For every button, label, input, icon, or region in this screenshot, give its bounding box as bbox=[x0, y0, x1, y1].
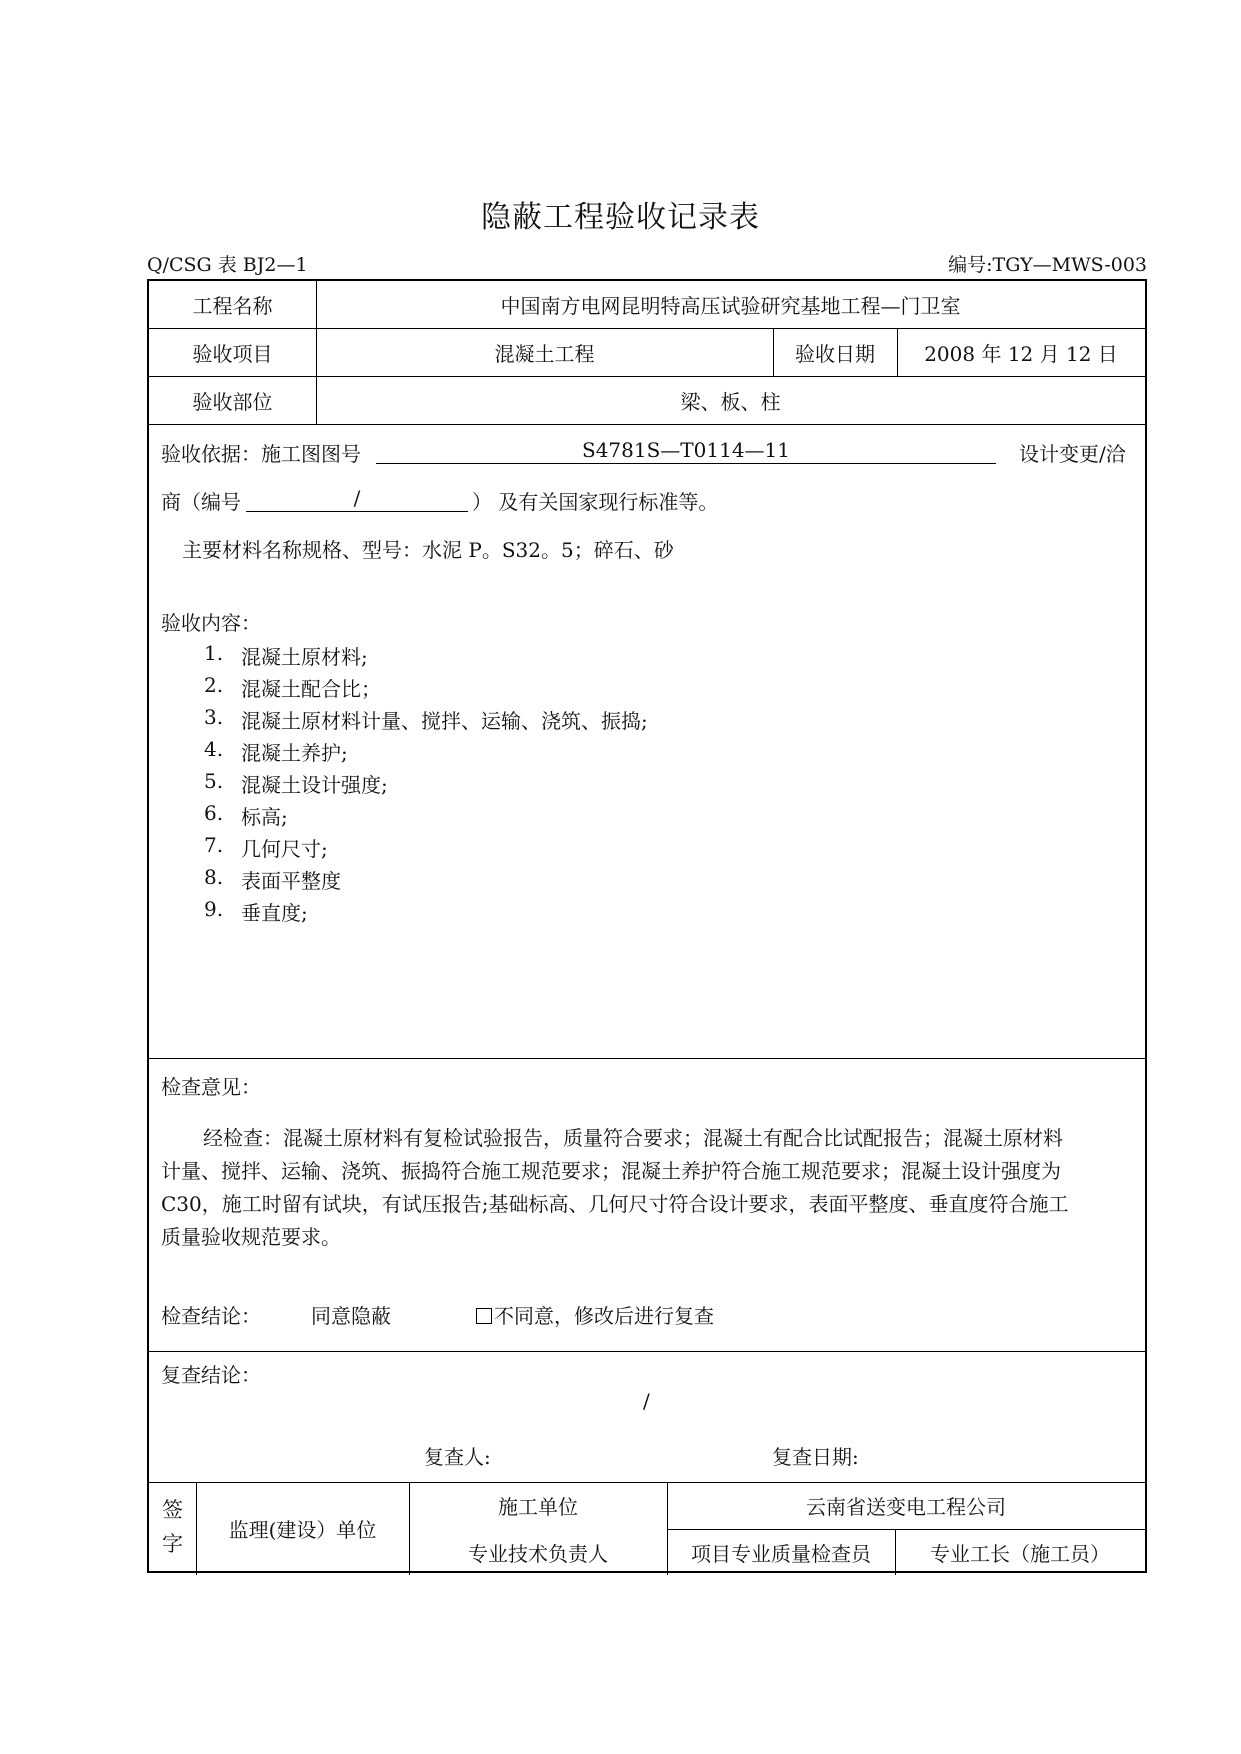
negotiation-number-underline bbox=[246, 511, 468, 512]
list-item-number: 5. bbox=[204, 769, 224, 793]
project-name-value: 中国南方电网昆明特高压试验研究基地工程—门卫室 bbox=[500, 294, 961, 318]
list-item-number: 3. bbox=[204, 705, 224, 729]
signature-label-bottom: 字 bbox=[162, 1532, 183, 1556]
signature-label-top: 签 bbox=[162, 1498, 183, 1522]
date-label: 验收日期 bbox=[795, 341, 875, 366]
basis-label: 验收依据：施工图图号 bbox=[161, 442, 361, 466]
list-item-number: 4. bbox=[204, 737, 224, 761]
list-item-number: 9. bbox=[204, 897, 224, 921]
list-item: 标高; bbox=[241, 805, 288, 829]
conclusion-label: 检查结论： bbox=[161, 1304, 261, 1328]
item-value: 混凝土工程 bbox=[494, 341, 595, 366]
project-name-label: 工程名称 bbox=[192, 294, 273, 318]
list-item: 混凝土原材料; bbox=[241, 645, 368, 669]
row-divider bbox=[149, 1058, 1145, 1059]
recheck-value: / bbox=[643, 1389, 650, 1413]
list-item-number: 2. bbox=[204, 673, 224, 697]
list-item: 混凝土养护; bbox=[241, 741, 348, 765]
option-disagree-label: 不同意，修改后进行复查 bbox=[494, 1304, 714, 1328]
inspection-line: C30，施工时留有试块，有试压报告;基础标高、几何尺寸符合设计要求，表面平整度、垂直度符合施工 bbox=[161, 1192, 1069, 1216]
date-value: 2008 年 12 月 12 日 bbox=[924, 341, 1118, 366]
page-title: 隐蔽工程验收记录表 bbox=[481, 200, 760, 235]
inspection-line: 质量验收规范要求。 bbox=[161, 1225, 341, 1249]
negotiation-number: / bbox=[353, 486, 361, 510]
list-item-number: 6. bbox=[204, 801, 224, 825]
list-item-number: 8. bbox=[204, 865, 224, 889]
content-label: 验收内容： bbox=[161, 611, 261, 635]
list-item: 几何尺寸; bbox=[241, 837, 328, 861]
list-item: 混凝土原材料计量、搅拌、运输、浇筑、振捣; bbox=[241, 709, 648, 733]
materials-spec: 主要材料名称规格、型号：水泥 P。S32。5；碎石、砂 bbox=[182, 538, 674, 562]
acceptance-form bbox=[147, 279, 1147, 1573]
design-change-label: 设计变更/洽 bbox=[1019, 442, 1126, 466]
drawing-number: S4781S—T0114—11 bbox=[582, 438, 790, 462]
option-disagree[interactable] bbox=[476, 1300, 714, 1329]
tech-lead: 专业技术负责人 bbox=[468, 1541, 608, 1566]
negotiation-prefix: 商（编号 bbox=[161, 490, 241, 514]
row-divider bbox=[149, 424, 1145, 425]
part-value: 梁、板、柱 bbox=[680, 389, 781, 414]
list-item: 垂直度; bbox=[241, 901, 308, 925]
quality-inspector: 项目专业质量检查员 bbox=[691, 1541, 871, 1566]
drawing-number-underline bbox=[376, 463, 996, 464]
part-label: 验收部位 bbox=[192, 389, 273, 414]
list-item-number: 7. bbox=[204, 833, 224, 857]
reviewer-label: 复查人: bbox=[424, 1445, 491, 1469]
recheck-label: 复查结论： bbox=[161, 1363, 261, 1387]
contractor-name: 云南省送变电工程公司 bbox=[806, 1495, 1006, 1519]
negotiation-suffix: ） 及有关国家现行标准等。 bbox=[472, 490, 719, 514]
list-item: 表面平整度 bbox=[241, 869, 341, 893]
inspection-line: 计量、搅拌、运输、浇筑、振捣符合施工规范要求；混凝土养护符合施工规范要求；混凝土设计强度为 bbox=[161, 1159, 1061, 1183]
list-item: 混凝土配合比； bbox=[241, 677, 381, 701]
inspection-label: 检查意见： bbox=[161, 1075, 261, 1099]
item-label: 验收项目 bbox=[192, 341, 273, 366]
document-number: 编号:TGY—MWS-003 bbox=[948, 254, 1147, 276]
recheck-date-label: 复查日期: bbox=[772, 1445, 859, 1469]
checkbox-icon[interactable] bbox=[476, 1308, 492, 1324]
list-item-number: 1. bbox=[204, 641, 224, 665]
supervisor-unit: 监理(建设）单位 bbox=[228, 1518, 377, 1542]
option-agree[interactable]: 同意隐蔽 bbox=[311, 1304, 391, 1328]
foreman: 专业工长（施工员） bbox=[930, 1541, 1110, 1566]
inspection-line: 经检查：混凝土原材料有复检试验报告，质量符合要求；混凝土有配合比试配报告；混凝土原材料 bbox=[203, 1126, 1063, 1150]
list-item: 混凝土设计强度; bbox=[241, 773, 388, 797]
form-code: Q/CSG 表 BJ2—1 bbox=[147, 254, 308, 276]
contractor-label: 施工单位 bbox=[498, 1495, 578, 1519]
row-divider bbox=[149, 1351, 1145, 1352]
